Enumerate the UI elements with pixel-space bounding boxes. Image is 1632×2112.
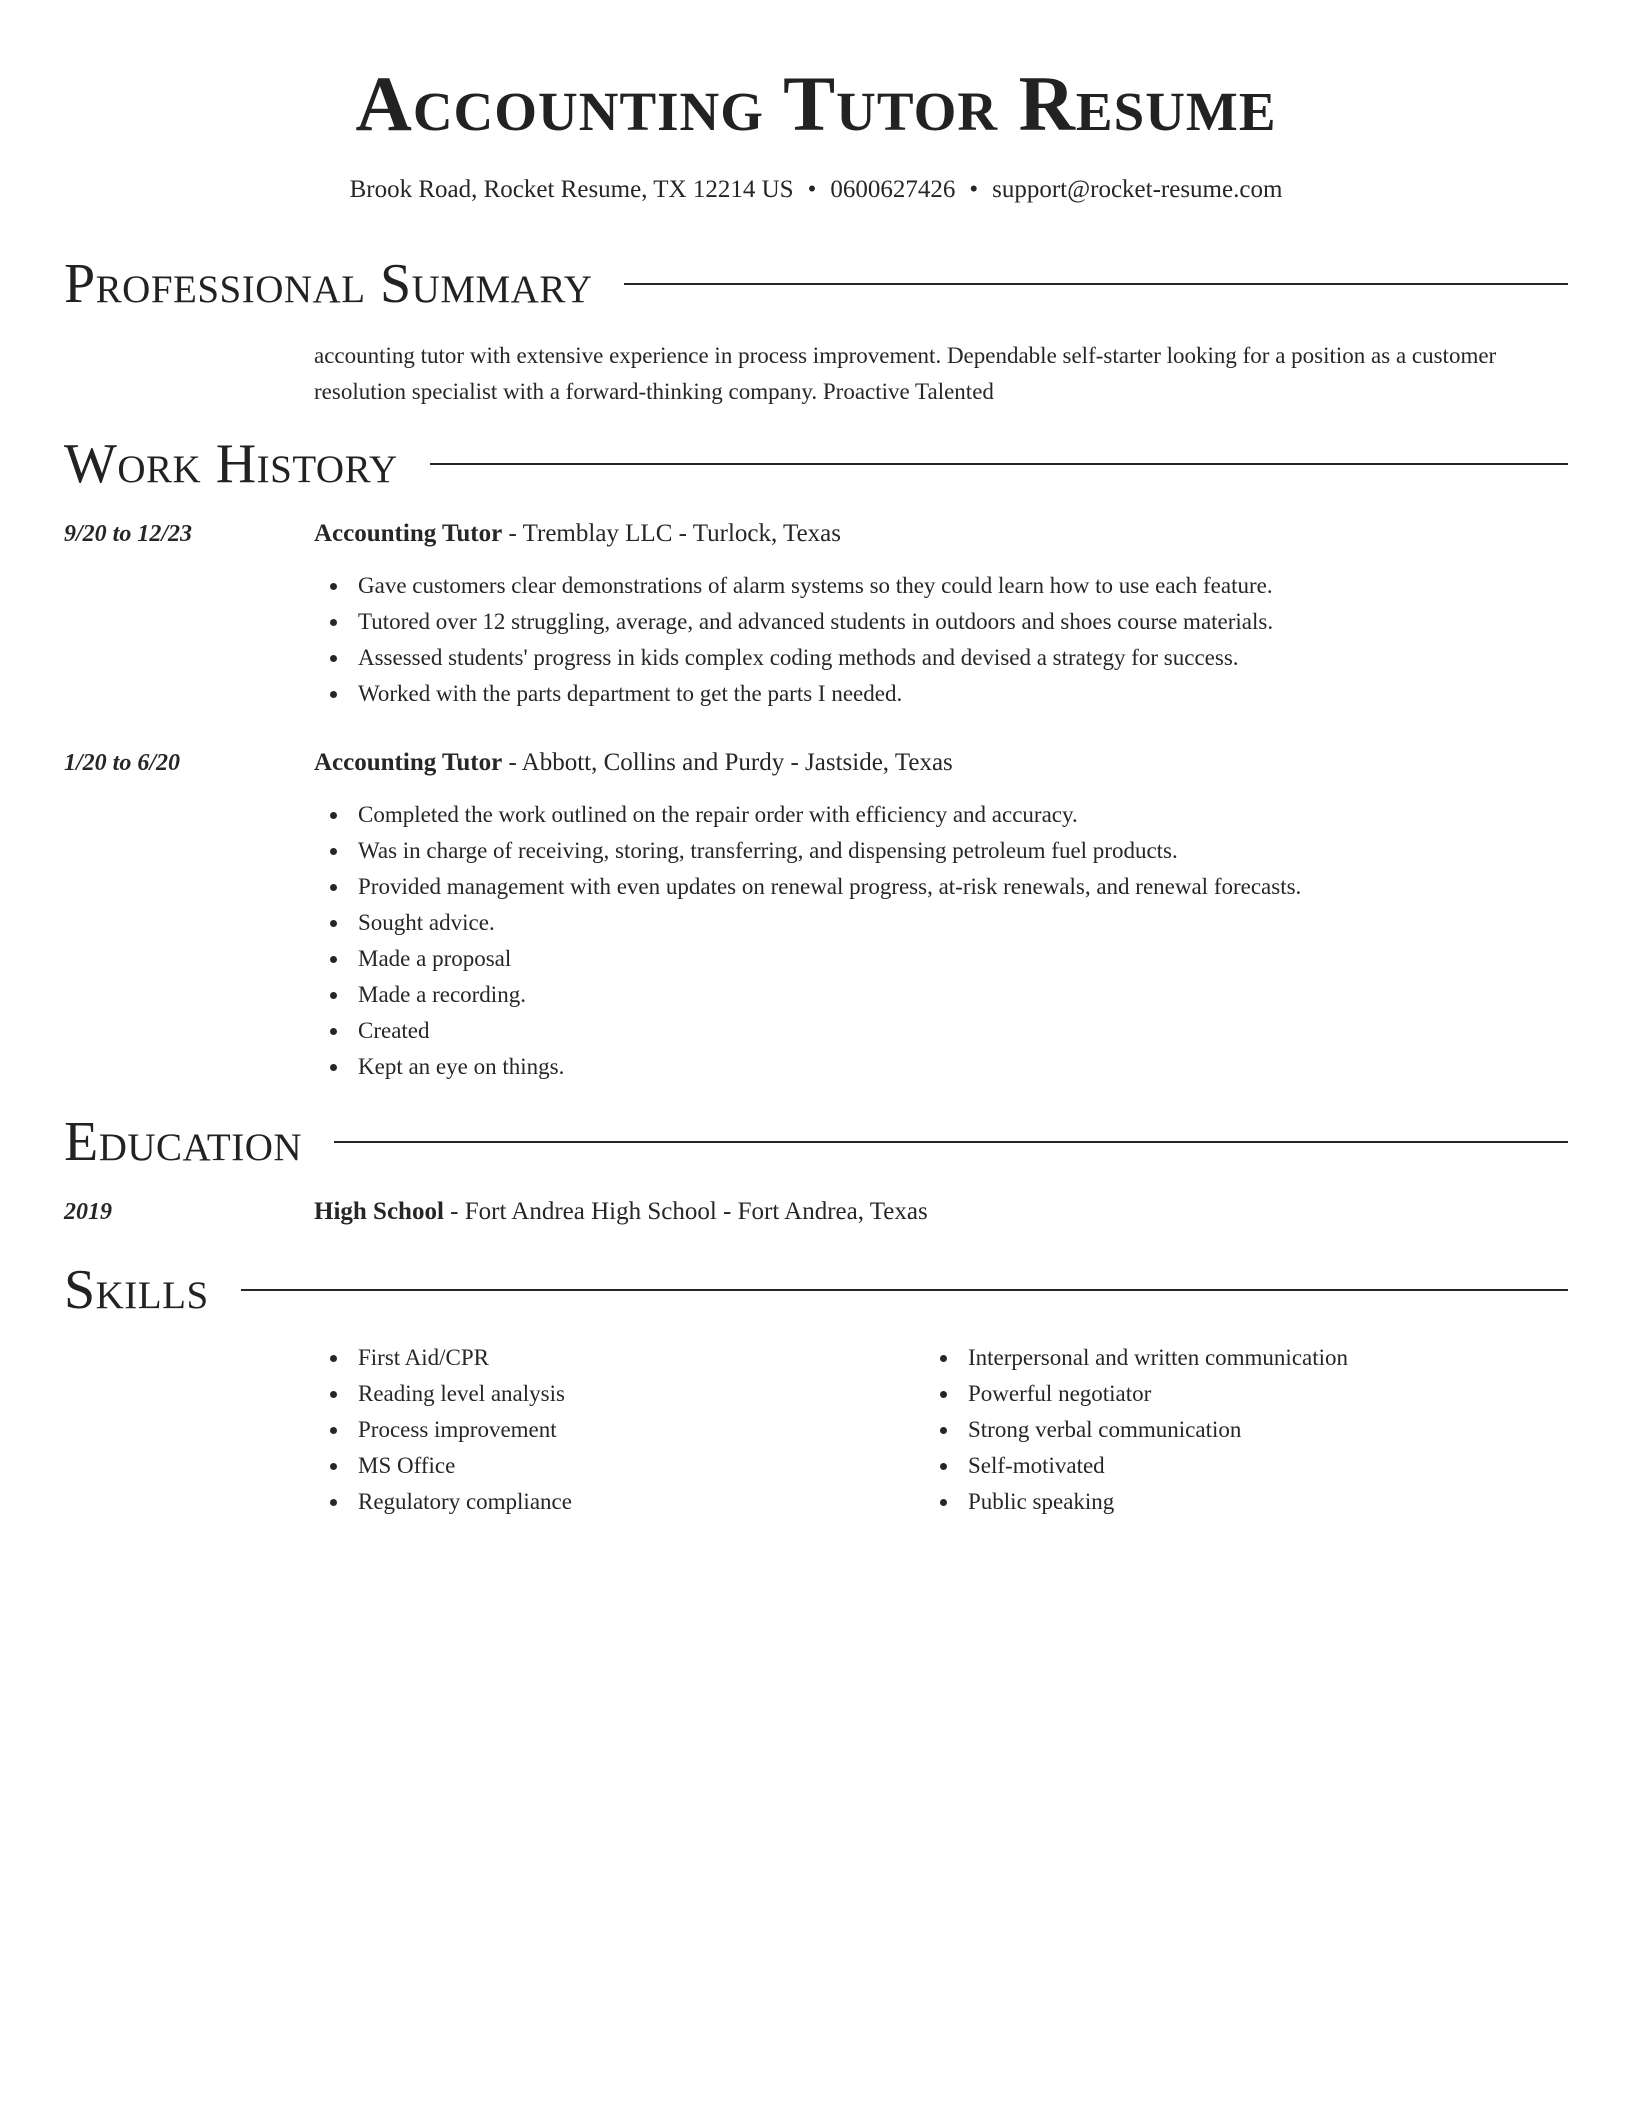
contact-address: Brook Road, Rocket Resume, TX 12214 US (349, 176, 794, 203)
skill-item: Self-motivated (924, 1448, 1348, 1484)
skills-list-left (314, 1340, 572, 1520)
skill-item: Process improvement (314, 1412, 572, 1448)
job-bullet: Sought advice. (314, 905, 1301, 941)
skill-item: Interpersonal and written communication (924, 1340, 1348, 1376)
job-title: Accounting Tutor (314, 749, 503, 776)
job-employer: - Tremblay LLC - Turlock, Texas (502, 520, 842, 547)
contact-separator: • (969, 176, 979, 203)
contact-separator: • (807, 176, 817, 203)
section-title-work-history: Work History (64, 433, 398, 495)
education-year: 2019 (64, 1199, 112, 1225)
section-title-education: Education (64, 1111, 303, 1173)
contact-phone: 0600627426 (830, 176, 956, 203)
job-bullet: Created (314, 1013, 1301, 1049)
job-employer: - Abbott, Collins and Purdy - Jastside, Texas (502, 749, 953, 776)
section-divider (430, 463, 1568, 465)
resume-page (64, 0, 1568, 2112)
section-title-skills: Skills (64, 1259, 209, 1321)
job-bullet: Assessed students' progress in kids complex coding methods and devised a strategy for success. (314, 640, 1273, 676)
contact-email: support@rocket-resume.com (992, 176, 1283, 203)
summary-text: accounting tutor with extensive experience in process improvement. Dependable self-starter looking for a position as a customer resolution specialist with a forward-thinking company. Proactive Talented (314, 343, 1497, 404)
section-divider (241, 1289, 1568, 1291)
section-divider (334, 1141, 1568, 1143)
education-school: - Fort Andrea High School - Fort Andrea, Texas (443, 1198, 928, 1225)
section-title-summary: Professional Summary (64, 253, 593, 315)
skill-item: First Aid/CPR (314, 1340, 572, 1376)
job-bullets (314, 568, 1273, 712)
section-header-work-history (64, 432, 1568, 496)
contact-line (64, 174, 1568, 206)
job-bullet: Gave customers clear demonstrations of alarm systems so they could learn how to use each feature. (314, 568, 1273, 604)
job-heading (314, 747, 953, 779)
resume-title: Accounting Tutor Resume (355, 60, 1277, 147)
job-title: Accounting Tutor (314, 520, 503, 547)
section-header-skills (64, 1258, 1568, 1322)
job-bullet: Was in charge of receiving, storing, transferring, and dispensing petroleum fuel products. (314, 833, 1301, 869)
job-bullet: Completed the work outlined on the repair order with efficiency and accuracy. (314, 797, 1301, 833)
skill-item: Reading level analysis (314, 1376, 572, 1412)
skill-item: Regulatory compliance (314, 1484, 572, 1520)
skill-item: Strong verbal communication (924, 1412, 1348, 1448)
job-bullets (314, 797, 1301, 1085)
skills-list-right (924, 1340, 1348, 1520)
section-divider (624, 283, 1568, 285)
job-bullet: Made a recording. (314, 977, 1301, 1013)
job-bullet: Worked with the parts department to get the parts I needed. (314, 676, 1273, 712)
job-bullet: Tutored over 12 struggling, average, and advanced students in outdoors and shoes course materials. (314, 604, 1273, 640)
job-bullet: Provided management with even updates on renewal progress, at-risk renewals, and renewal forecasts. (314, 869, 1301, 905)
section-header-summary (64, 252, 1568, 316)
skill-item: Powerful negotiator (924, 1376, 1348, 1412)
job-bullet: Made a proposal (314, 941, 1301, 977)
education-degree: High School (314, 1198, 444, 1225)
skill-item: Public speaking (924, 1484, 1348, 1520)
skill-item: MS Office (314, 1448, 572, 1484)
education-heading (314, 1196, 928, 1228)
job-dates: 1/20 to 6/20 (64, 750, 181, 776)
job-heading (314, 518, 841, 550)
job-bullet: Kept an eye on things. (314, 1049, 1301, 1085)
job-dates: 9/20 to 12/23 (64, 521, 193, 547)
section-header-education (64, 1110, 1568, 1174)
